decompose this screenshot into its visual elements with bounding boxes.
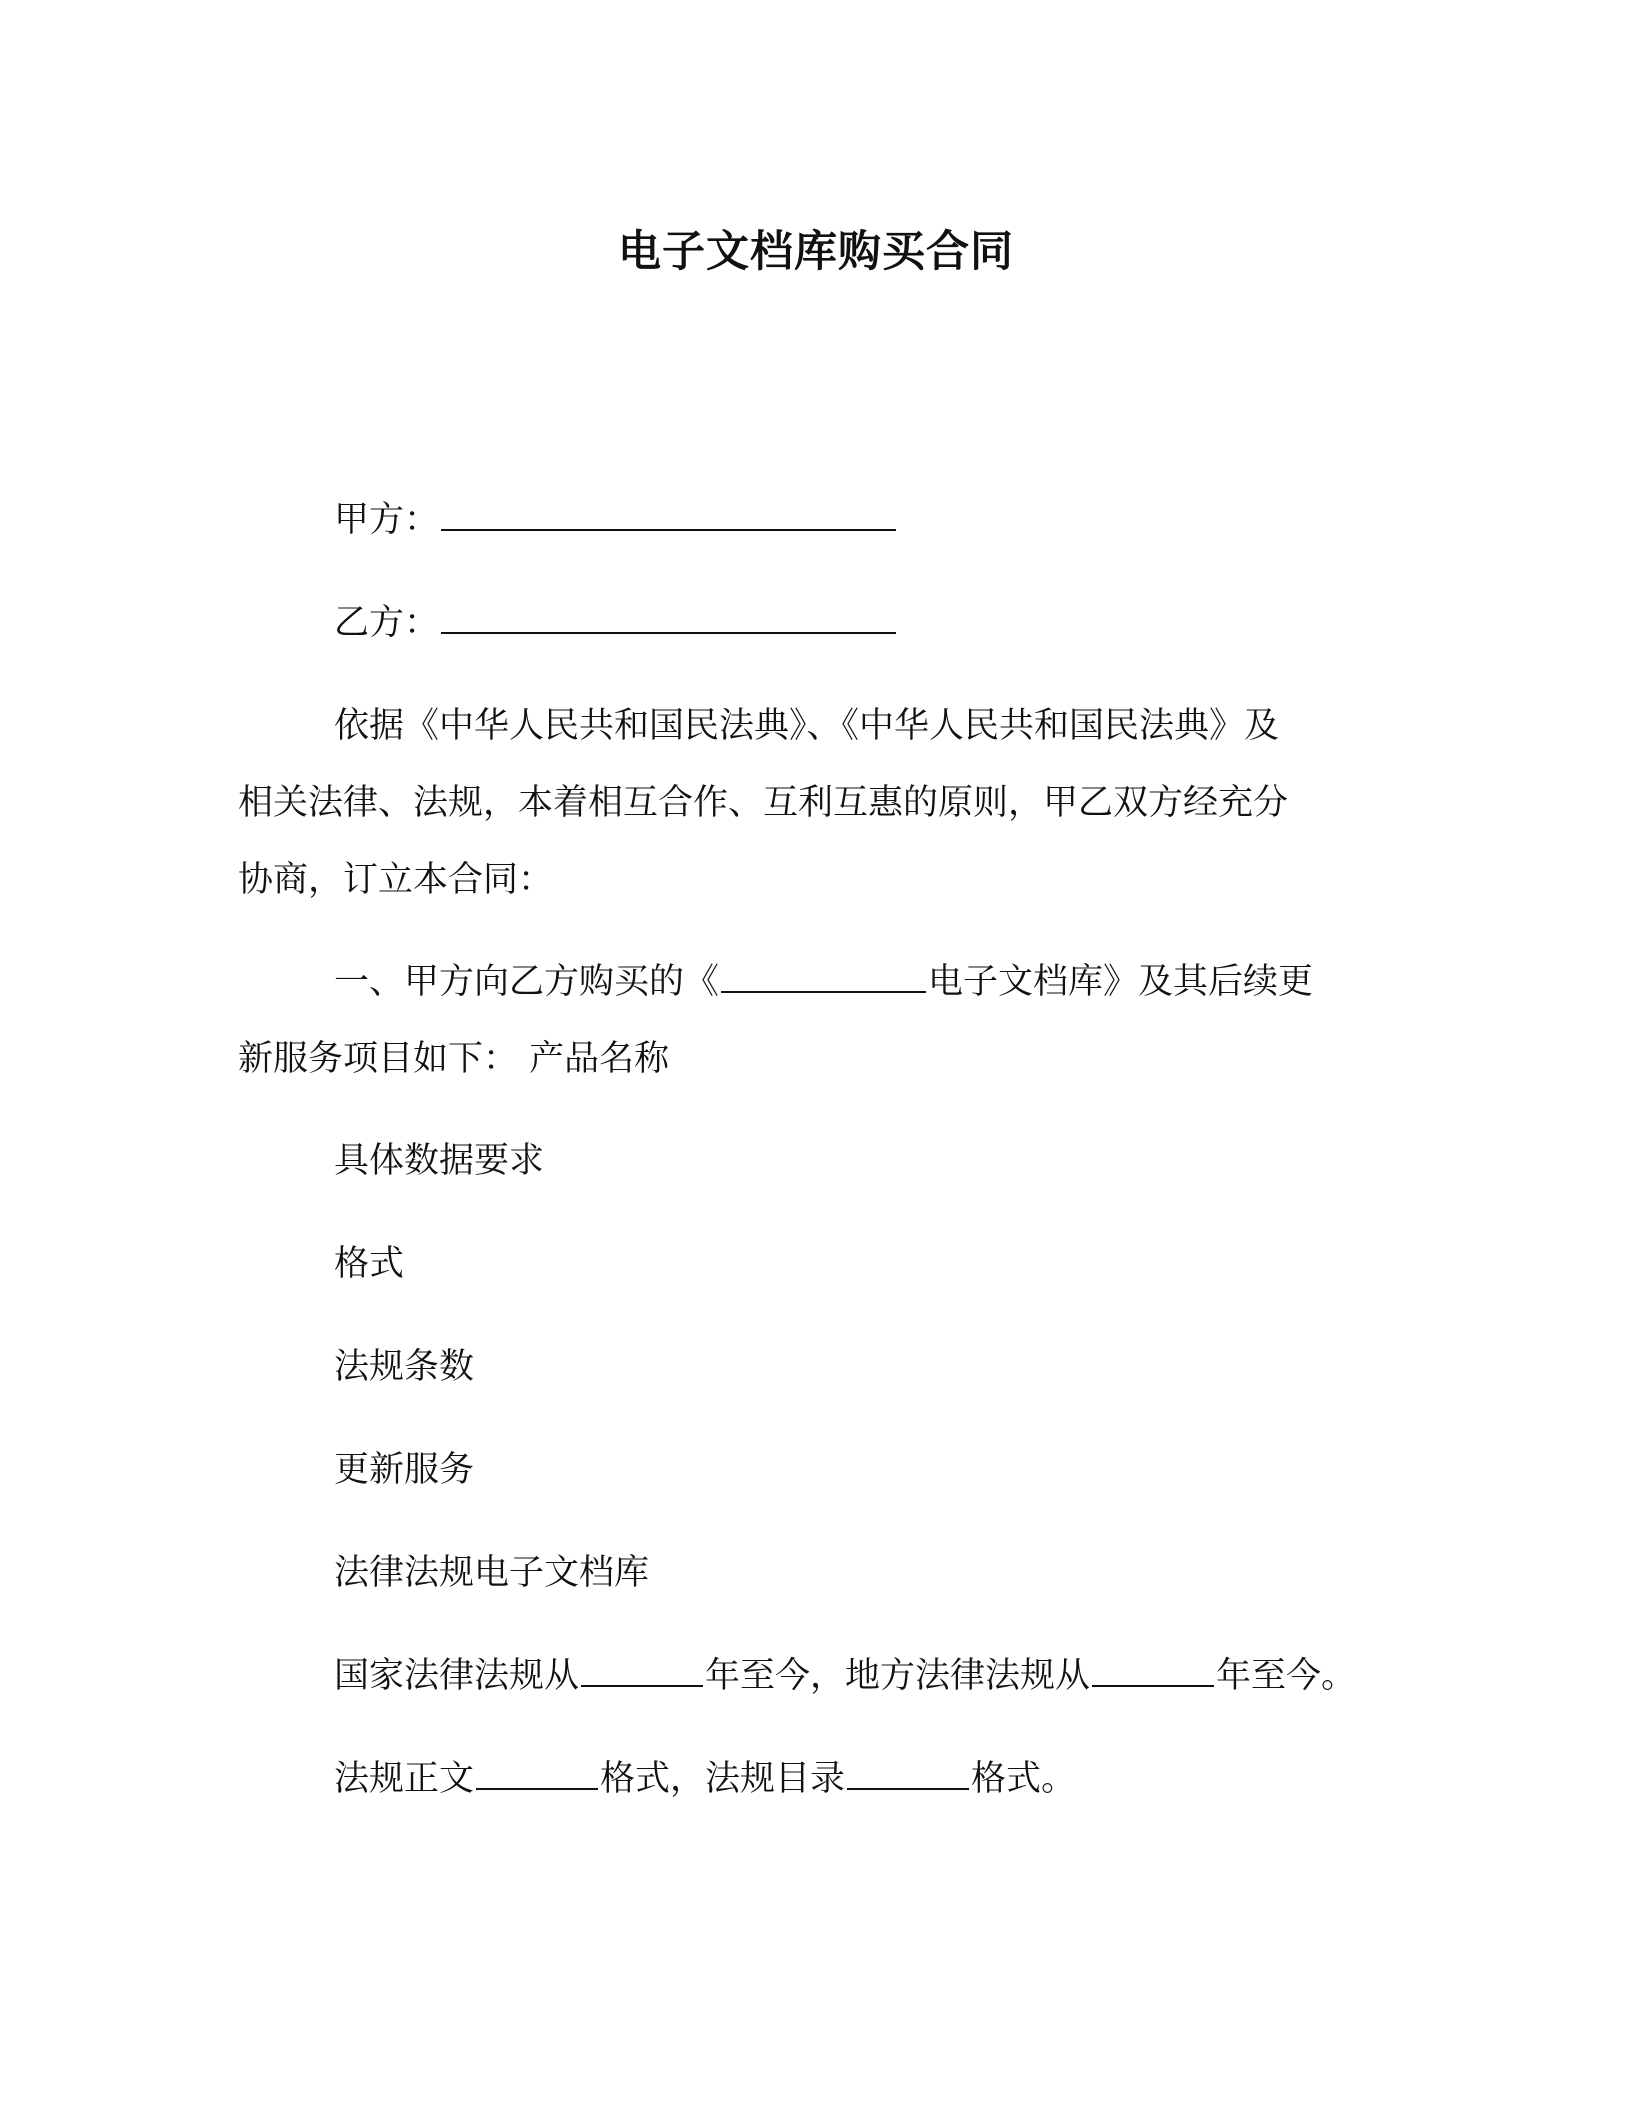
party-b-line: [334, 598, 898, 648]
text-format-blank: [476, 1756, 598, 1790]
clause1-line-2: 新服务项目如下： 产品名称: [238, 1039, 670, 1079]
party-b-label: 乙方：: [334, 603, 440, 643]
national-year-blank: [581, 1653, 703, 1687]
clause1-line-1: [334, 957, 1313, 1007]
clause1-prefix: 一、甲方向乙方购买的《: [334, 962, 720, 1002]
local-year-blank: [1092, 1653, 1214, 1687]
format-part-1: 法规正文: [334, 1759, 475, 1799]
range-line: [334, 1651, 1356, 1701]
clause1-suffix: 电子文档库》及其后续更: [928, 962, 1314, 1002]
document-title: 电子文档库购买合同: [618, 227, 1014, 277]
item-update-service: 更新服务: [334, 1450, 475, 1490]
preamble-line-2: 相关法律、法规，本着相互合作、互利互惠的原则，甲乙双方经充分: [238, 783, 1289, 823]
format-line: [334, 1754, 1076, 1804]
party-a-label: 甲方：: [334, 500, 440, 540]
item-format: 格式: [334, 1244, 405, 1284]
range-part-1: 国家法律法规从: [334, 1656, 580, 1696]
party-a-line: [334, 495, 898, 545]
format-part-2: 格式，法规目录: [600, 1759, 846, 1799]
range-part-3: 年至今。: [1216, 1656, 1357, 1696]
party-b-blank: [441, 600, 896, 634]
party-a-blank: [441, 497, 896, 531]
range-part-2: 年至今，地方法律法规从: [705, 1656, 1091, 1696]
preamble-line-3: 协商，订立本合同：: [238, 860, 554, 900]
item-library: 法律法规电子文档库: [334, 1553, 650, 1593]
catalog-format-blank: [847, 1756, 969, 1790]
format-part-3: 格式。: [971, 1759, 1077, 1799]
item-data-requirements: 具体数据要求: [334, 1141, 545, 1181]
product-name-blank: [721, 959, 926, 993]
preamble-line-1: 依据《中华人民共和国民法典》、《中华人民共和国民法典》及: [334, 706, 1280, 746]
item-regulation-count: 法规条数: [334, 1347, 475, 1387]
